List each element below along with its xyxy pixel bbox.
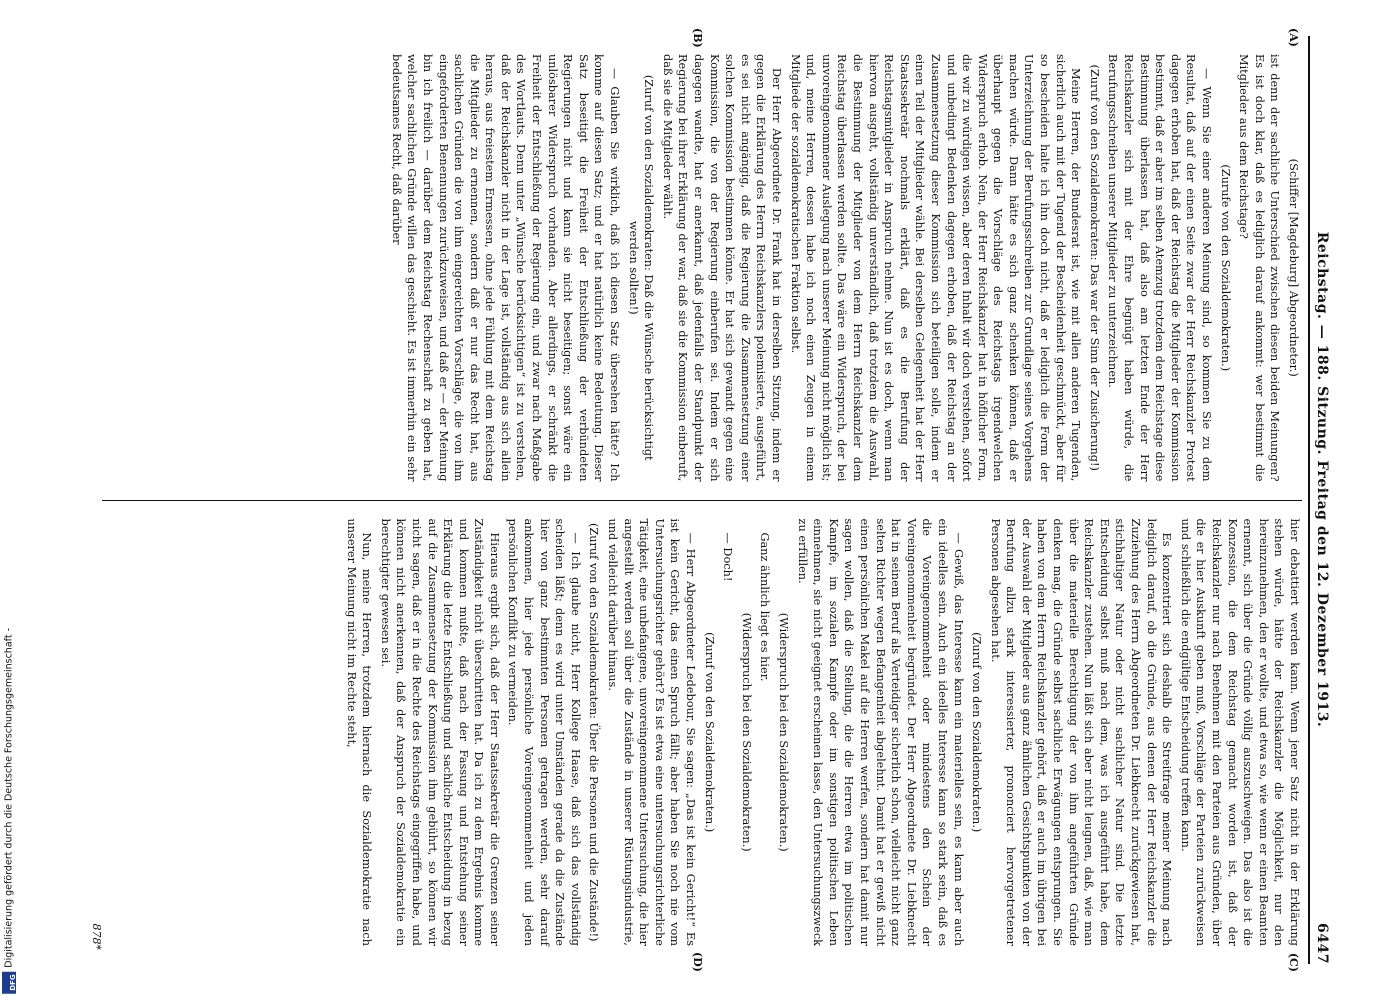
interjection: (Zuruf von den Sozialdemokraten: Daß die Wünsche berücksichtigt werden sollten!) [626, 74, 655, 461]
paragraph: — Herr Abgeordneter Ledebour, Sie sagen: „Das ist kein Gericht!“ Es ist kein Gericht, das einen Spruch fällt; aber haben Sie noch nie vom Untersuchungsrichter gehört? Es ist etwa eine untersuchungsrichterliche Tätigkeit, eine unbefangene, unvoreingenommene Untersuchung, die hier angestellt werden soll über die Zustände in unserer Rüstungsindustrie, und vielleicht darüber hinaus. [605, 518, 697, 946]
interjection: (Zurufe von den Sozialdemokraten.) [1218, 164, 1232, 372]
paragraph: Nun, meine Herren, trotzdem hiernach die Sozialdemokratie nach unserer Meinung nicht im Rechte steht, [344, 518, 373, 946]
digitization-text: Digitalisierung gefördert durch die Deutsche Forschungsgemeinschaft - [3, 628, 15, 968]
margin-marker-c: (C) [1286, 952, 1300, 972]
paragraph: Der Herr Abgeordnete Dr. Frank hat in derselben Sitzung, indem er gegen die Erklärung des Herrn Reichskanzlers polemisierte, ausgeführt, es sei nicht angängig, daß die Regierung die Zusammensetzung einer solchen Kommission bestimmen könne. Er hat sich gewandt gegen eine Kommission, die von der Regierung einberufen sei. Indem er sich dagegen wandte, hat er anerkannt, daß jedenfalls der Standpunkt der Regierung bei ihrer Erklärung der war, daß sie die Kommission einberuft, daß sie die Mitglieder wählt. [660, 54, 783, 482]
interjection: (Widerspruch bei den Sozialdemokraten.) [739, 612, 753, 852]
margin-marker-a: (A) [1286, 28, 1300, 47]
interjection: (Zuruf von den Sozialdemokraten.) [702, 632, 716, 833]
page-header [1308, 36, 1330, 964]
header-title: Reichstag. — 188. Sitzung. Freitag den 12. Dezember 1913. [1313, 231, 1330, 728]
interjection: (Zuruf von den Sozialdemokraten: Über die Personen und die Zustände!) [586, 522, 600, 942]
paragraph: Es konzentriert sich deshalb die Streitfrage meiner Meinung nach lediglich darauf, ob die Gründe, aus denen der Herr Reichskanzler die Zuziehung des Herrn Abgeordneten Dr. Liebknecht zurückgewiesen hat, stichhaltiger Natur oder nicht sachlicher Natur sind. Die letzte Entscheidung selbst muß nach dem, was ich ausgeführt habe, dem Reichskanzler zustehen. Nun läßt sich aber nicht leugnen, daß, wie man über die materielle Berechtigung der von ihm angeführten Gründe denken mag, die Gründe selbst sachliche Erwägungen entsprungen. Sie haben von dem Herrn Reichskanzler gehört, daß er auch im übrigen bei der Auswahl der Mitglieder aus ganz ähnlichen Gesichtspunkten von der Berufung allzu stark interessierter, prononciert hervorgetretener Personen abgesehen hat. [988, 518, 1173, 946]
paragraph: — Gewiß, das Interesse kann ein materielles sein, es kann aber auch ein ideelles sein. Auch ein ideelles Interesse kann so stark sein, daß es die Voreingenommenheit oder mindestens den Schein der Voreingenommenheit begründet. Der Herr Abgeordnete Dr. Liebknecht hat in seinem Beruf als Verteidiger sicherlich schon, vielleicht nicht ganz selten Richter wegen Befangenheit abgelehnt. Damit hat er gewiß nicht einen persönlichen Makel auf die Herren werfen, sondern hat damit nur sagen wollen, daß die Stellung, die die Herren etwa im politischen Kampfe, im sozialen Kampfe oder im sonstigen politischen Leben einnehmen, sie nicht geeignet erscheinen lasse, den Untersuchungszweck zu erfüllen. [795, 518, 965, 946]
paragraph: — Ich glaube nicht, Herr Kollege Haase, daß sich das vollständig scheiden läßt; denn es wird unter Umständen gerade da die Zustände hier von ganz bestimmten Personen getragen werden, sehr darauf ankommen, hier jede persönliche Voreingenommenheit und jeden persönlichen Konflikt zu vermeiden. [506, 518, 582, 946]
paragraph: — Doch! [720, 532, 734, 582]
page-number: 6447 [1313, 923, 1330, 964]
margin-marker-d: (D) [690, 952, 704, 972]
interjection: (Zuruf von den Sozialdemokraten.) [969, 632, 983, 833]
dfg-logo: DFG [2, 972, 16, 994]
interjection: (Zuruf von den Sozialdemokraten: Das war der Sinn der Zusicherung!) [1087, 64, 1101, 471]
interjection: (Widerspruch bei den Sozialdemokraten.) [776, 612, 790, 852]
text-columns [102, 28, 1302, 972]
paragraph: — Glauben Sie wirklich, daß ich diesen Satz übersehen hätte? Ich komme auf diesen Satz; und er hat natürlich keine Bedeutung. Dieser Satz beseitigt die Freiheit der Entschließung der verbündeten Regierungen nicht und kann sie nicht beseitigen; sonst wäre ein unlösbarer Widerspruch vorhanden. Aber allerdings, er schränkt die Freiheit der Entschließung der Regierung ein, und zwar nach Maßgabe des Wortlauts. Denn unter „Wünsche berücksichtigen“ ist zu verstehen, daß der Reichskanzler nicht in der Lage ist, vollständig aus sich allein heraus, aus freiestem Ermessen, ohne jede Fühlung mit dem Reichstag die Mitglieder zu ernennen, sondern daß er nur das Recht hat, aus sachlichen Gründen die von ihm eingereichten Vorschläge, die von ihm eingeforderten Benennungen zurückzuweisen, und daß er — der Meinung bin ich freilich — darüber dem Reichstag Rechenschaft zu geben hat, welcher sachlichen Gründe willen das geschieht. Es ist immerhin ein sehr bedeutsames Recht, daß darüber [389, 54, 621, 482]
left-column [102, 36, 1302, 500]
interjection: (Schiffer [Magdeburg] Abgeordneter.) [1286, 158, 1300, 377]
right-column [102, 501, 1302, 965]
margin-marker-b: (B) [690, 28, 704, 48]
paragraph: Meine Herren, der Bundesrat ist, wie mit allen anderen Tugenden, sicherlich auch mit der Tugend der Bescheidenheit geschmückt, aber für so bescheiden halte ich ihn doch nicht, daß er lediglich die Form der Unterzeichnung der Berufungsschreiben zur Grundlage seines Vorgehens machen würde. Dann hätte es sich ganz schenken können, daß er überhaupt gegen die Vorschläge des Reichstags irgendwelchen Widerspruch erhob. Nein, der Herr Reichskanzler hat in höflicher Form, die wir zu würdigen wissen, aber deren Inhalt wir doch verstehen, sofort und unbedingt Bedenken dagegen erhoben, daß der Reichstag an der Zusammensetzung dieser Kommission sich beteiligen solle, indem er einen Teil der Mitglieder wähle. Bei derselben Gelegenheit hat der Herr Staatssekretär nochmals erklärt, daß es die Berufung der Reichstagsmitglieder in Anspruch nehme. Nun ist es doch, wenn man hiervon ausgeht, vollständig unverständlich, daß trotzdem die Auswahl, die Bestimmung der Mitglieder von dem Herrn Reichskanzler dem Reichstag überlassen werden sollte. Das wäre ein Widerspruch, der bei unvoreingenommener Auslegung nach unserer Meinung nicht möglich ist; und, meine Herren, dessen habe ich noch einen Zeugen in einem Mitgliede der sozialdemokratischen Fraktion selbst. [788, 54, 1082, 482]
paragraph: Ganz ähnlich liegt es hier. [757, 532, 771, 682]
paragraph: — Wenn Sie einer anderen Meinung sind, so kommen Sie zu dem Resultat, daß auf der einen Seite zwar der Herr Reichskanzler Protest dagegen erhoben hat, daß der Reichstag die Mitglieder der Kommission bestimmt, daß er aber im selben Atemzug trotzdem dem Reichstage diese Bestimmung überlassen hat, daß also am letzten Ende der Herr Reichskanzler sich mit der Ehre begnügt haben würde, die Berufungsschreiben unserer Mitglieder zu unterzeichnen. [1105, 54, 1213, 482]
paragraph: ist denn der sachliche Unterschied zwischen diesen beiden Meinungen? Es ist doch klar, daß es lediglich darauf ankommt: wer bestimmt die Mitglieder aus dem Reichstage? [1236, 54, 1281, 482]
signature-mark: 878* [89, 923, 103, 950]
document-page [42, 20, 1342, 980]
paragraph: Hieraus ergibt sich, daß der Herr Staatssekretär die Grenzen seiner Zuständigkeit nicht überschritten hat. Da ich zu dem Ergebnis komme und kommen mußte, daß nach der Fassung und Entstehung seiner Erklärung die letzte Entschließung und sachliche Entscheidung in bezug auf die Zusammensetzung der Kommission ihm gebührt, so können wir nicht sagen, daß er in die Rechte des Reichstags eingegriffen habe, und können nicht anerkennen, daß der Anspruch der Sozialdemokratie ein berechtigter gewesen sei. [378, 518, 501, 946]
paragraph: hier debattiert werden kann. Wenn jener Satz nicht in der Erklärung stehen würde, hätte der Reichskanzler die Möglichkeit, nur den hereinzunehmen, den er wollte, und etwa so, wie wenn er einen Beamten ernennt, sich über die Gründe völlig auszuschweigen. Das also ist die Konzession, die dem Reichstag gemacht worden ist, daß der Reichskanzler nur nach Benehmen mit den Parteien aus Gründen, über die er hier Auskunft geben muß, Vorschläge der Parteien zurückweisen und schließlich die endgültige Entscheidung treffen kann. [1178, 518, 1301, 946]
digitization-note [2, 628, 16, 994]
